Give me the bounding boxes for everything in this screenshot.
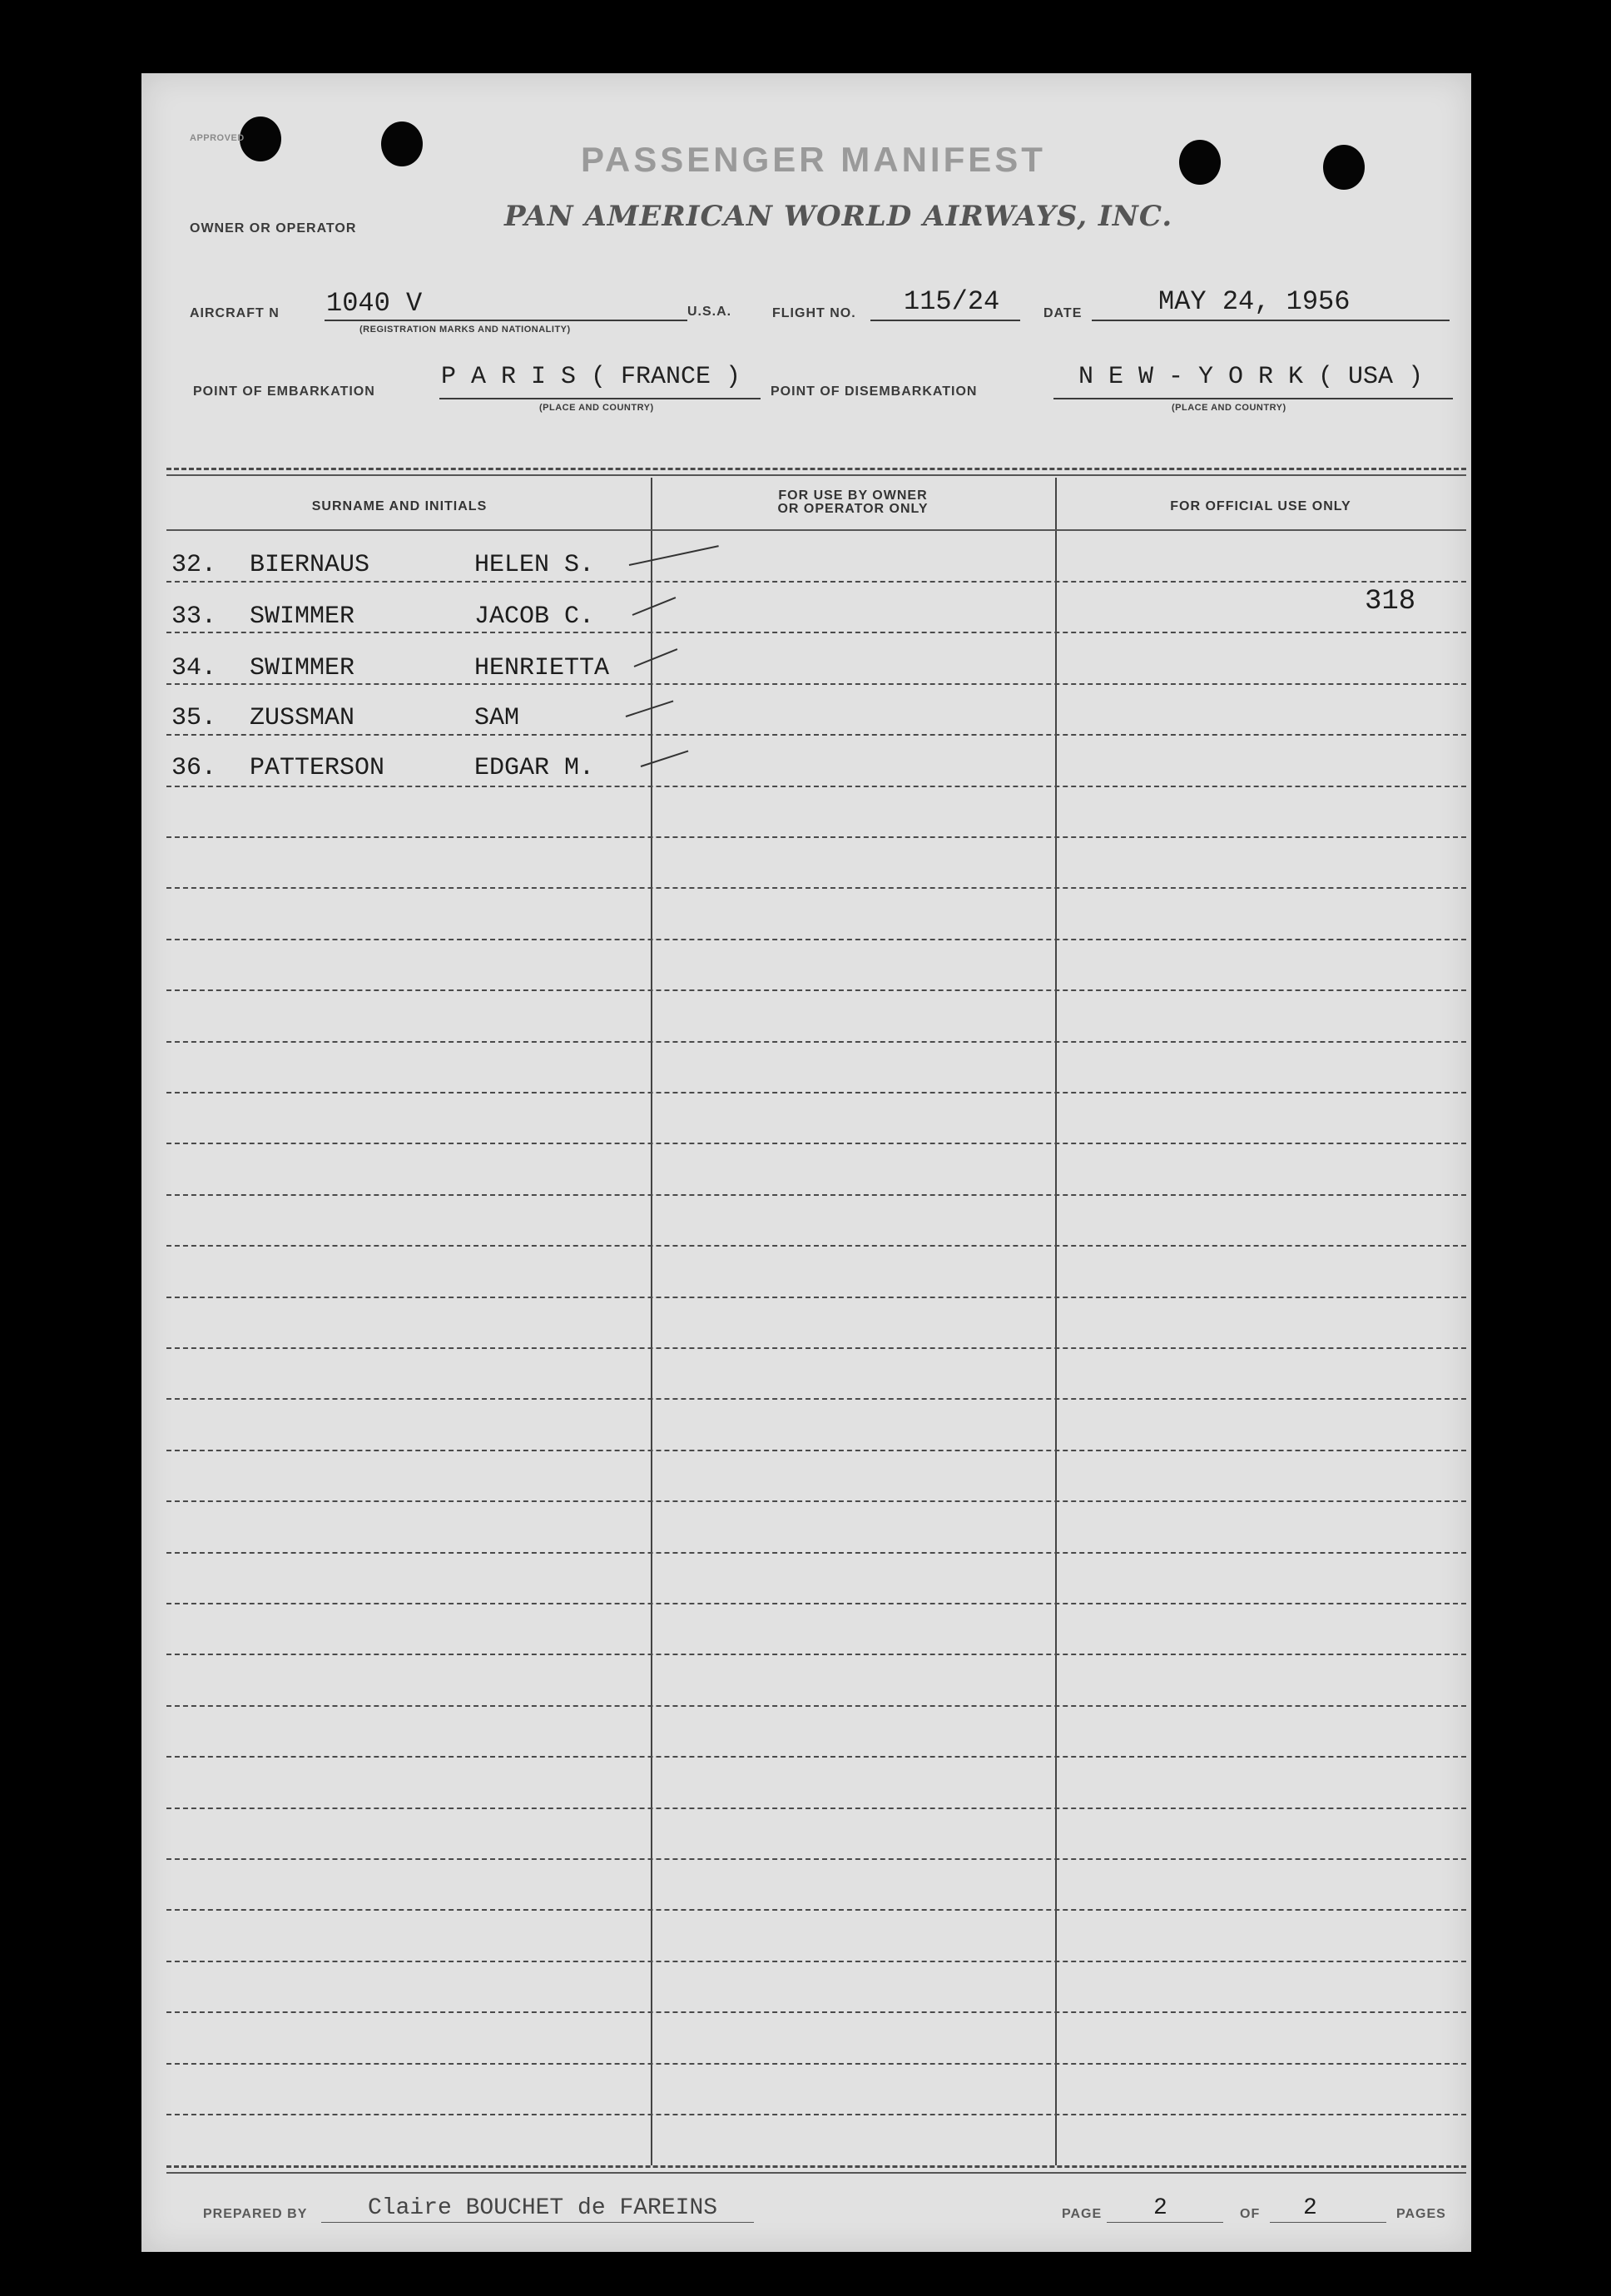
table-rule-line: [166, 2063, 1466, 2065]
page-value: 2: [1153, 2195, 1167, 2221]
punch-hole: [240, 117, 281, 161]
table-rule-line: [166, 581, 1466, 583]
header-owner-line2: OR OPERATOR ONLY: [777, 502, 929, 516]
row-official: 318: [1365, 586, 1416, 617]
row-given-name: HELEN S.: [474, 551, 595, 579]
usa-label: U.S.A.: [687, 305, 732, 319]
row-number: 32.: [171, 551, 217, 579]
disembarkation-sublabel: (PLACE AND COUNTRY): [1172, 403, 1286, 413]
check-mark: [634, 648, 678, 667]
header-owner-line1: FOR USE BY OWNER: [778, 488, 928, 503]
table-rule-line: [166, 1603, 1466, 1604]
aircraft-sublabel: (REGISTRATION MARKS AND NATIONALITY): [359, 325, 571, 335]
table-rule-line: [166, 1297, 1466, 1298]
of-label: OF: [1240, 2207, 1261, 2221]
column-divider-1: [651, 478, 652, 2165]
table-rule-line: [166, 1450, 1466, 1451]
page-label: PAGE: [1062, 2207, 1103, 2221]
table-top-rule: [166, 468, 1466, 470]
pages-label: PAGES: [1396, 2207, 1446, 2221]
disembarkation-label: POINT OF DISEMBARKATION: [771, 384, 978, 399]
row-surname: SWIMMER: [250, 603, 355, 631]
table-rule-line: [166, 1756, 1466, 1758]
table-rule-line: [166, 1961, 1466, 1962]
aircraft-value: 1040 V: [326, 288, 423, 319]
table-rule-line: [166, 2011, 1466, 2013]
table-bottom-rule-2: [166, 2172, 1466, 2174]
header-surname: SURNAME AND INITIALS: [311, 499, 488, 513]
page-underline: [1107, 2222, 1223, 2223]
check-mark: [641, 751, 689, 767]
table-rule-line: [166, 1858, 1466, 1860]
check-mark: [626, 701, 674, 717]
embarkation-sublabel: (PLACE AND COUNTRY): [539, 403, 654, 413]
embarkation-underline: [439, 398, 761, 399]
row-surname: ZUSSMAN: [250, 704, 355, 732]
table-rule-line: [166, 1500, 1466, 1502]
table-rule-line: [166, 683, 1466, 685]
table-rule-line: [166, 887, 1466, 889]
approval-stamp: APPROVED: [190, 133, 245, 143]
table-rule-line: [166, 632, 1466, 633]
row-given-name: SAM: [474, 704, 520, 732]
date-underline: [1092, 320, 1450, 321]
prepared-by-label: PREPARED BY: [203, 2207, 308, 2221]
table-top-rule-2: [166, 474, 1466, 476]
row-number: 35.: [171, 704, 217, 732]
punch-hole: [1179, 140, 1221, 185]
flight-underline: [870, 320, 1020, 321]
table-rule-line: [166, 939, 1466, 940]
table-rule-line: [166, 786, 1466, 787]
table-rule-line: [166, 1347, 1466, 1349]
header-official: FOR OFFICIAL USE ONLY: [1170, 499, 1351, 513]
table-rule-line: [166, 1194, 1466, 1196]
table-rule-line: [166, 734, 1466, 736]
flight-label: FLIGHT NO.: [772, 306, 856, 320]
row-surname: SWIMMER: [250, 654, 355, 682]
of-underline: [1270, 2222, 1386, 2223]
embarkation-value: P A R I S ( FRANCE ): [441, 363, 741, 391]
punch-hole: [381, 121, 423, 166]
date-label: DATE: [1043, 306, 1083, 320]
disembarkation-underline: [1053, 398, 1453, 399]
row-number: 36.: [171, 754, 217, 782]
of-value: 2: [1303, 2195, 1317, 2221]
table-rule-line: [166, 1654, 1466, 1655]
header-rule: [166, 529, 1466, 531]
table-rule-line: [166, 1808, 1466, 1809]
row-surname: BIERNAUS: [250, 551, 370, 579]
table-rule-line: [166, 1398, 1466, 1400]
aircraft-underline: [325, 320, 687, 321]
table-rule-line: [166, 989, 1466, 991]
table-rule-line: [166, 1092, 1466, 1093]
table-bottom-rule: [166, 2165, 1466, 2168]
row-given-name: HENRIETTA: [474, 654, 610, 682]
row-given-name: JACOB C.: [474, 603, 595, 631]
aircraft-label: AIRCRAFT N: [190, 306, 280, 320]
column-divider-2: [1055, 478, 1057, 2165]
date-value: MAY 24, 1956: [1158, 286, 1351, 317]
company-name: PAN AMERICAN WORLD AIRWAYS, INC.: [504, 200, 1173, 233]
punch-hole: [1323, 145, 1365, 190]
table-rule-line: [166, 836, 1466, 838]
flight-value: 115/24: [904, 286, 1000, 317]
manifest-sheet: [141, 73, 1471, 2252]
check-mark: [632, 597, 677, 616]
row-number: 33.: [171, 603, 217, 631]
owner-label: OWNER OR OPERATOR: [190, 221, 357, 236]
row-given-name: EDGAR M.: [474, 754, 595, 782]
table-rule-line: [166, 1705, 1466, 1707]
check-mark: [629, 545, 719, 566]
row-surname: PATTERSON: [250, 754, 385, 782]
table-rule-line: [166, 1909, 1466, 1911]
table-rule-line: [166, 1143, 1466, 1144]
prepared-by-underline: [321, 2222, 754, 2223]
table-rule-line: [166, 1245, 1466, 1247]
table-rule-line: [166, 1552, 1466, 1554]
prepared-by-value: Claire BOUCHET de FAREINS: [368, 2195, 718, 2221]
form-title: PASSENGER MANIFEST: [581, 140, 1046, 179]
disembarkation-value: N E W - Y O R K ( USA ): [1078, 363, 1424, 391]
row-number: 34.: [171, 654, 217, 682]
table-rule-line: [166, 1041, 1466, 1043]
embarkation-label: POINT OF EMBARKATION: [193, 384, 375, 399]
table-rule-line: [166, 2114, 1466, 2115]
